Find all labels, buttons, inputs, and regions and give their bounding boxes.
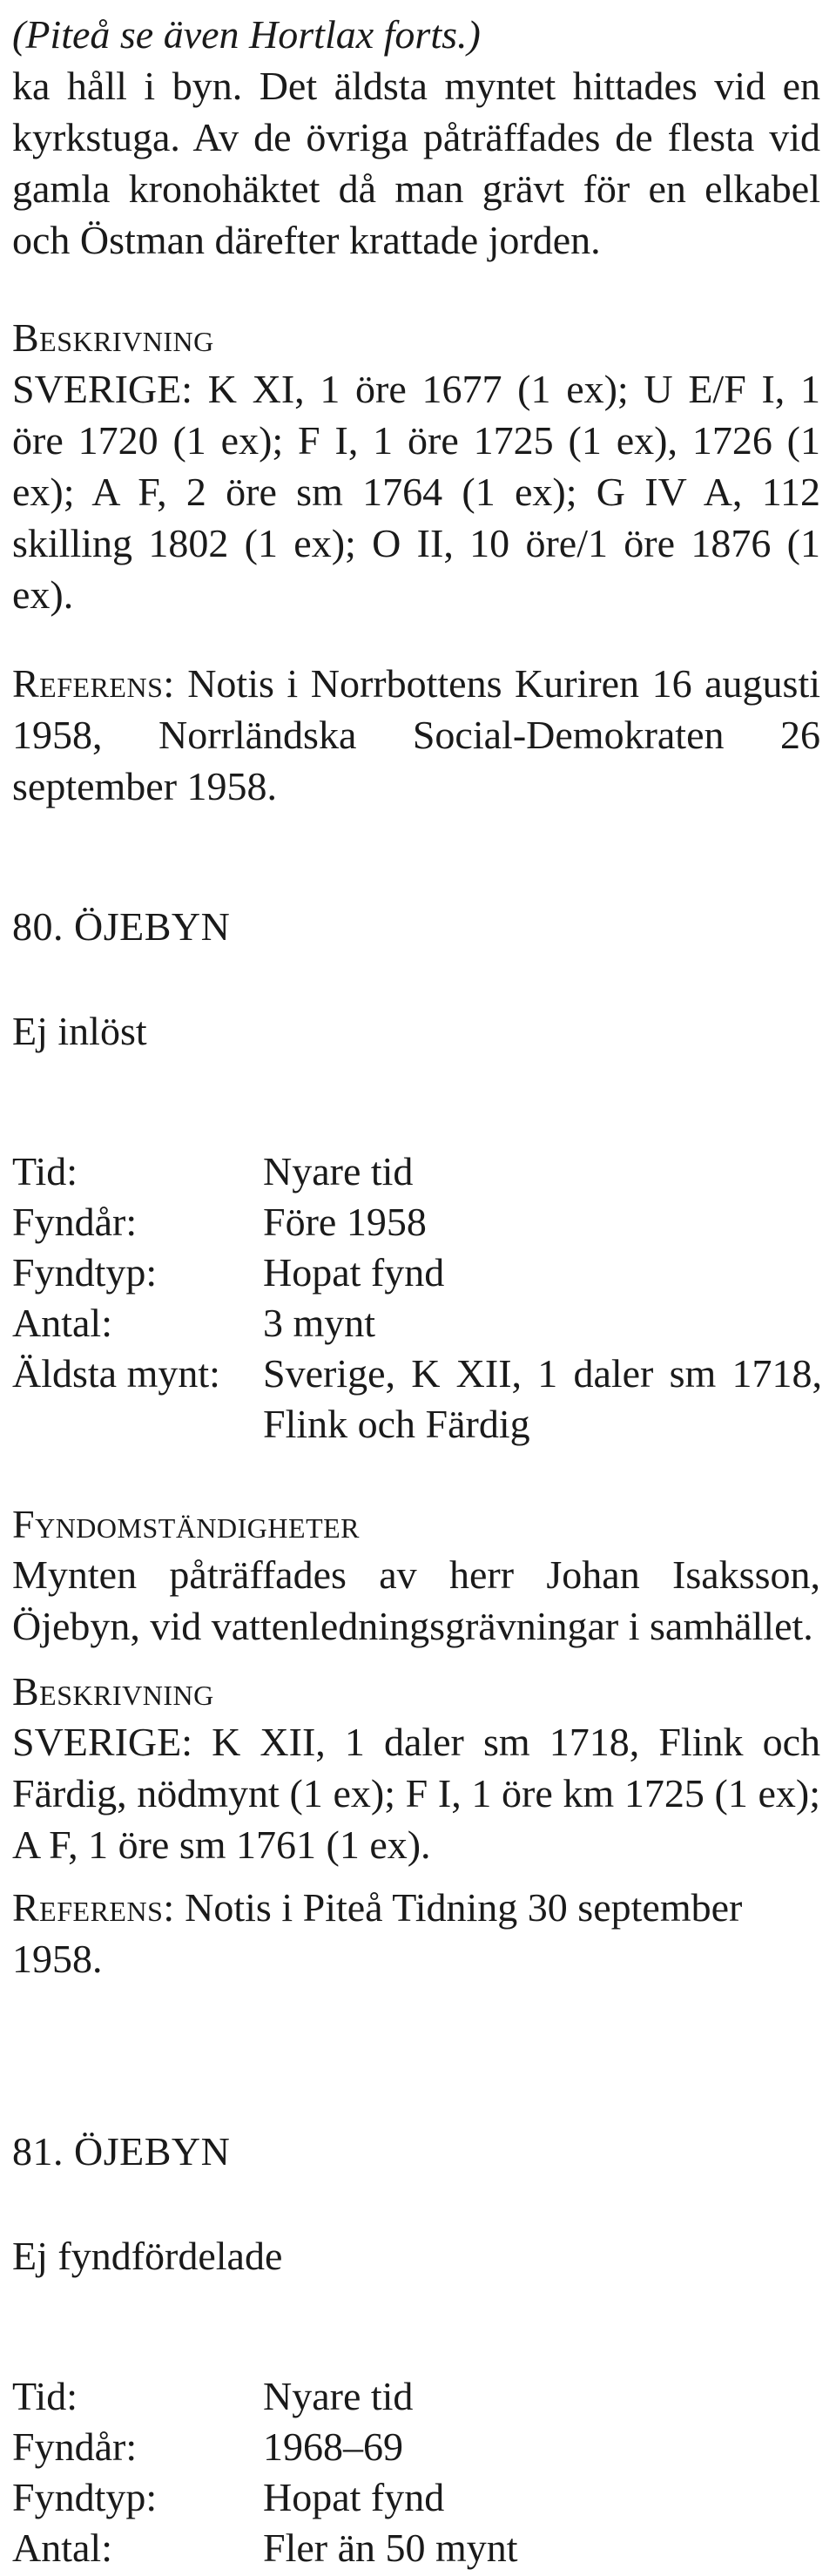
entry-heading: 81. ÖJEBYN — [12, 2129, 231, 2174]
field-value: Nyare tid — [263, 1149, 414, 1193]
field-label: Fyndtyp: — [12, 1250, 158, 1295]
field-value: Fler än 50 mynt — [263, 2525, 518, 2570]
referens-paragraph — [12, 1882, 820, 1984]
field-value: Hopat fynd — [263, 2475, 445, 2519]
field-label: Tid: — [12, 2374, 78, 2418]
field-value: Hopat fynd — [263, 1250, 445, 1295]
referens-text: Notis i Norrbottens Kuriren 16 augusti 1958, Norrländska Social-Demokraten 26 september 1958. — [12, 661, 821, 808]
referens-label: Referens: — [12, 1885, 175, 1930]
field-row — [12, 1197, 822, 1247]
field-row — [12, 2523, 822, 2573]
field-row — [12, 1349, 822, 1450]
field-label: Antal: — [12, 1301, 112, 1345]
referens-paragraph — [12, 658, 820, 812]
beskrivning-label: Beskrivning — [12, 315, 214, 360]
section-note: (Piteå se även Hortlax forts.) — [12, 12, 481, 57]
field-value: 1968–69 — [263, 2424, 403, 2469]
field-value: 3 mynt — [263, 1301, 376, 1345]
continuation-paragraph: ka håll i byn. Det äldsta myntet hittades vid en kyrkstuga. Av de övriga påträffades de flesta vid gamla kronohäktet då man grävt för en elkabel och Östman därefter krattade jorden. — [12, 64, 820, 262]
beskrivning-text: SVERIGE: K XII, 1 daler sm 1718, Flink och Färdig, nödmynt (1 ex); F I, 1 öre km 1725 (1 ex); A F, 1 öre sm 1761 (1 ex). — [12, 1720, 820, 1867]
field-row — [12, 2371, 822, 2422]
field-label: Tid: — [12, 1149, 78, 1193]
fyndomstandigheter-label: Fyndomständigheter — [12, 1502, 361, 1546]
referens-text: Notis i Piteå Tidning 30 september 1958. — [12, 1885, 743, 1981]
entry-heading: 80. ÖJEBYN — [12, 904, 231, 949]
field-label: Antal: — [12, 2525, 112, 2570]
entry-status: Ej inlöst — [12, 1009, 147, 1053]
field-label: Fyndår: — [12, 1200, 138, 1244]
field-value: Sverige, K XII, 1 daler sm 1718, Flink och Färdig — [263, 1351, 822, 1446]
field-label: Äldsta mynt: — [12, 1351, 220, 1396]
beskrivning-text: SVERIGE: K XI, 1 öre 1677 (1 ex); U E/F I, 1 öre 1720 (1 ex); F I, 1 öre 1725 (1 ex), 1726 (1 ex); A F, 2 öre sm 1764 (1 ex); G IV A, 112 skilling 1802 (1 ex); O II, 10 öre/1 öre 1876 (1 ex). — [12, 367, 820, 617]
field-value: Före 1958 — [263, 1200, 427, 1244]
field-row — [12, 2472, 822, 2523]
entry-status: Ej fyndfördelade — [12, 2234, 283, 2278]
field-value: Nyare tid — [263, 2374, 414, 2418]
beskrivning-label: Beskrivning — [12, 1669, 214, 1714]
field-label: Fyndår: — [12, 2424, 138, 2469]
field-row — [12, 2422, 822, 2472]
field-row — [12, 1247, 822, 1298]
referens-label: Referens: — [12, 661, 175, 706]
field-row — [12, 1146, 822, 1197]
field-row — [12, 1298, 822, 1349]
field-label: Fyndtyp: — [12, 2475, 158, 2519]
fyndomstandigheter-text: Mynten påträffades av herr Johan Isaksson, Öjebyn, vid vattenledningsgrävningar i samhället. — [12, 1552, 820, 1648]
